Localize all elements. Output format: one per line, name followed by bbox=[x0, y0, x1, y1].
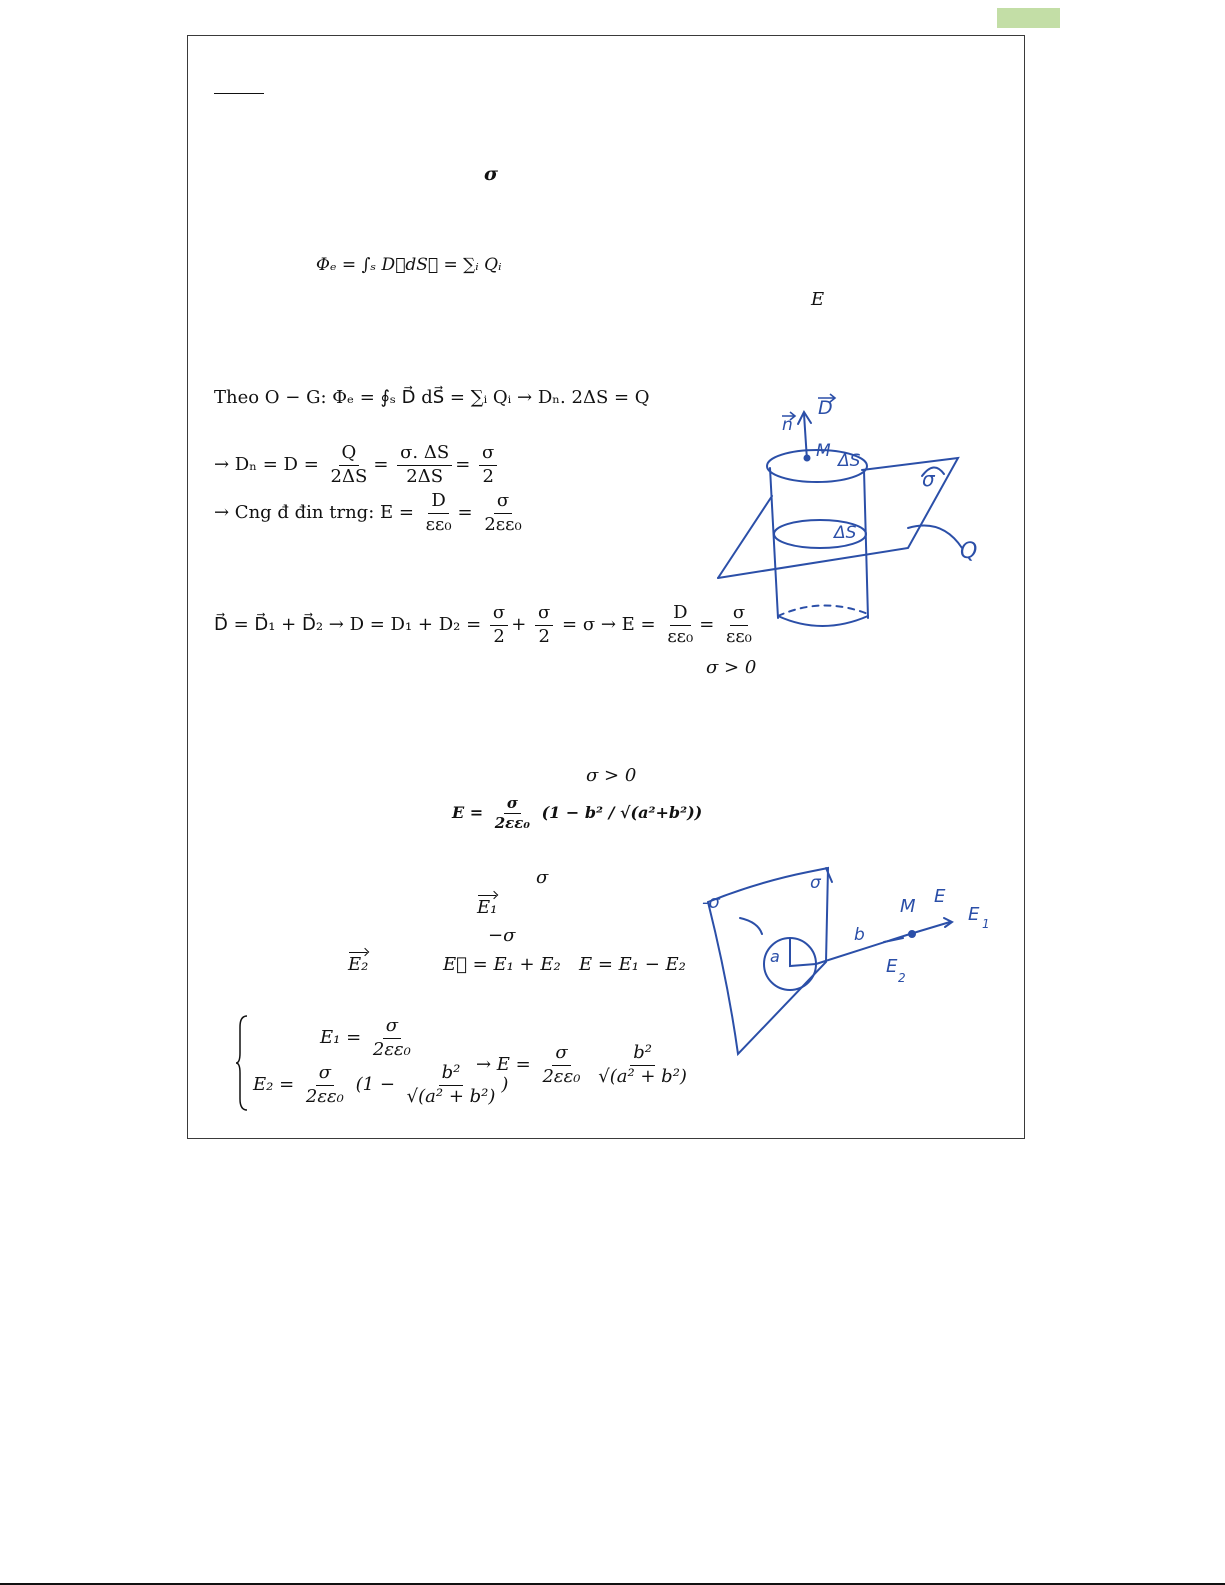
system-brace bbox=[236, 1015, 248, 1111]
sigma-positive-a: σ > 0 bbox=[706, 657, 757, 678]
fig2-e2-subscript: 2 bbox=[898, 971, 906, 985]
result-equation: → E = $\frac{\sigma}{\text{2εε₀}}$ $\frac{\text{b²}}{\text{√(a² + b²)}}$ bbox=[476, 1042, 687, 1087]
neg-sigma: −σ bbox=[488, 925, 516, 946]
fig2-e1-label: E bbox=[968, 904, 980, 925]
fig2-neg-sigma-label: -σ bbox=[702, 892, 720, 913]
plane-hole-sketch bbox=[698, 862, 1006, 1062]
header-tab-marker bbox=[997, 8, 1060, 28]
fig1-m-label: M bbox=[816, 441, 831, 461]
flux-equation: Φₑ = ∫ₛ D⃗dS⃗ = ∑ᵢ Qᵢ bbox=[316, 255, 502, 275]
bold-field-equation: E = $\frac{\sigma}{\text{2εε₀}}$ (1 − b² / √(a²+b²)) bbox=[452, 794, 703, 832]
fig1-ds-top-label: ΔS bbox=[838, 451, 861, 471]
sigma-symbol: σ bbox=[484, 163, 499, 185]
field-sum: E⃗ = E₁ + E₂ bbox=[443, 954, 561, 975]
fig1-d-label: D bbox=[818, 397, 833, 419]
fig1-ds-mid-label: ΔS bbox=[834, 523, 857, 543]
system-e2: E₂ = $\frac{\sigma}{\text{2εε₀}}$ (1 − $\frac{\text{b²}}{\text{√(a² + b²)}}$ ) bbox=[253, 1062, 509, 1107]
field-symbol: E bbox=[811, 289, 825, 310]
system-e1: E₁ = $\frac{\sigma}{\text{2εε₀}}$ bbox=[320, 1015, 411, 1060]
e1-vector: E₁ bbox=[477, 897, 498, 918]
sigma-positive-b: σ > 0 bbox=[586, 765, 637, 786]
fig1-sigma-label: σ bbox=[922, 467, 935, 491]
fig2-e1-subscript: 1 bbox=[982, 917, 990, 931]
fig1-q-label: Q bbox=[960, 539, 978, 564]
e2-vector: E₂ bbox=[348, 954, 369, 975]
superposition-equation: D⃗ = D⃗₁ + D⃗₂ → D = D₁ + D₂ = $\frac{\sigma}{2}$ + $\frac{\sigma}{2}$ = σ → E = $\frac{D}{\text{εε₀}}$ = $\frac{\sigma}{\text{εε₀}}$ bbox=[214, 602, 752, 647]
cylinder-sketch bbox=[712, 378, 1002, 653]
fig1-n-label: n bbox=[782, 415, 793, 435]
dn-equation: → Dₙ = D = $\frac{Q}{2\Delta S}$ = $\frac{\sigma. \Delta S}{2\Delta S}$ = $\frac{\sigma}{2}$ bbox=[214, 442, 500, 488]
fig2-sigma-label: σ bbox=[810, 873, 821, 893]
fig2-b-label: b bbox=[854, 925, 865, 945]
fig2-e-label: E bbox=[934, 886, 946, 907]
heading-underline bbox=[214, 93, 264, 94]
field-difference: E = E₁ − E₂ bbox=[579, 954, 686, 975]
fig2-e2-label: E bbox=[886, 956, 898, 977]
fig2-a-label: a bbox=[770, 947, 780, 966]
field-equation: → Cng đ đin trng: E = $\frac{D}{\text{εε₀}}$ = $\frac{\sigma}{\text{2εε₀}}$ bbox=[214, 490, 522, 535]
gauss-law-line: Theo O − G: Φₑ = ∮ₛ D⃗ dS⃗ = ∑ᵢ Qᵢ → Dₙ. 2ΔS = Q bbox=[214, 387, 650, 408]
fig2-m-label: M bbox=[900, 896, 916, 917]
sigma-plain: σ bbox=[536, 867, 549, 888]
